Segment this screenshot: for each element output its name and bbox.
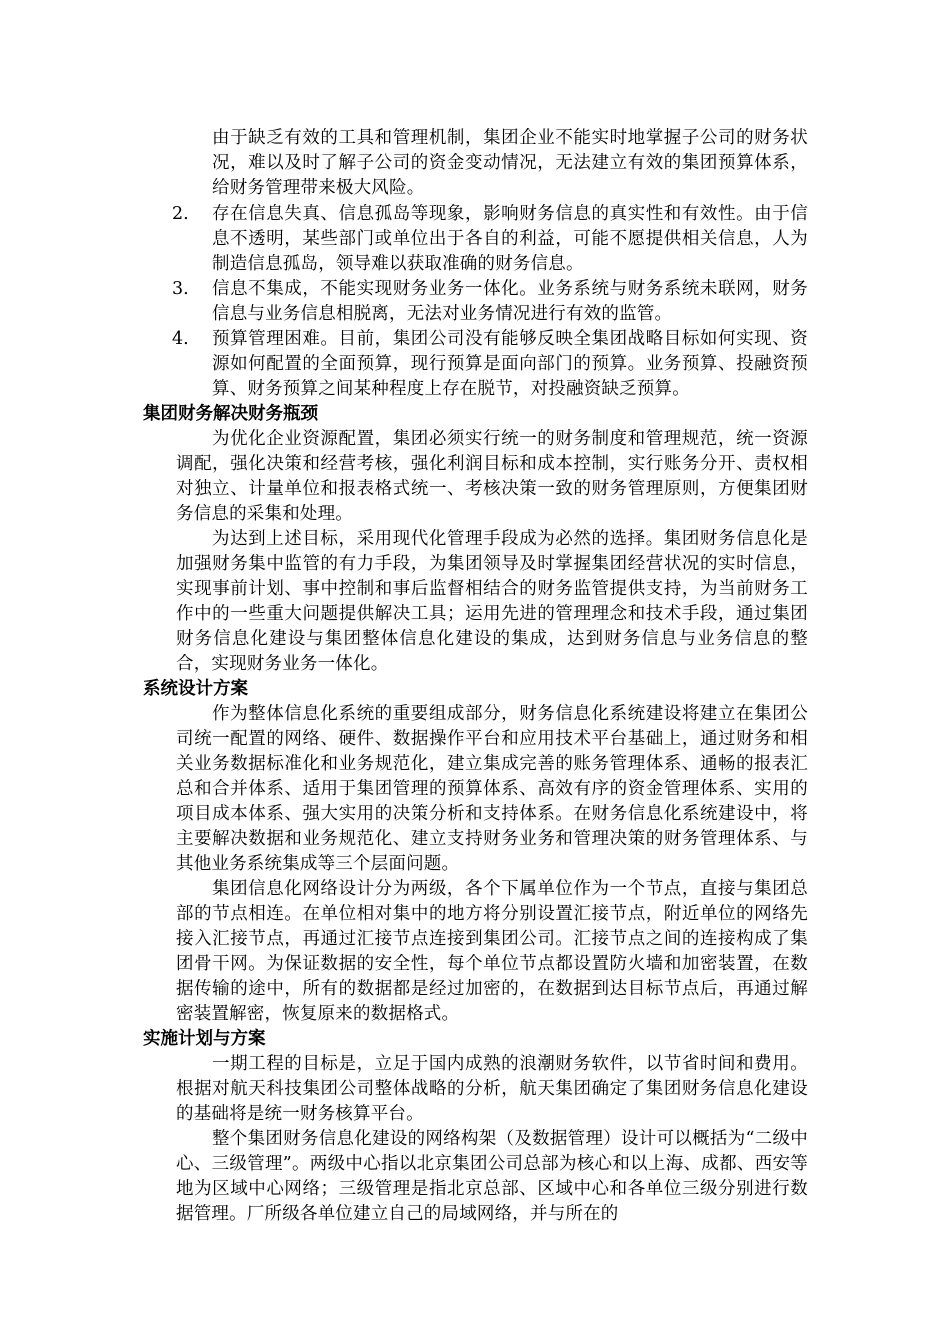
list-item-number: 4.	[172, 329, 189, 349]
list-item-number: 3.	[172, 279, 189, 299]
list-item-number: 2.	[172, 204, 189, 224]
section-heading: 集团财务解决财务瓶颈	[143, 404, 318, 424]
paragraph: 一期工程的目标是，立足于国内成熟的浪潮财务软件，以节省时间和费用。根据对航天科技集团公司整体战略的分析，航天集团确定了集团财务信息化建设的基础将是统一财务核算平台。	[176, 1054, 808, 1124]
paragraph: 作为整体信息化系统的重要组成部分，财务信息化系统建设将建立在集团公司统一配置的网络、硬件、数据操作平台和应用技术平台基础上，通过财务和相关业务数据标准化和业务规范化，建立集成完善的账务管理体系、通畅的报表汇总和合并体系、适用于集团管理的预算体系、高效有序的资金管理体系、实用的项目成本体系、强大实用的决策分析和支持体系。在财务信息化系统建设中，将主要解决数据和业务规范化、建立支持财务业务和管理决策的财务管理体系、与其他业务系统集成等三个层面问题。	[176, 704, 808, 874]
list-item-1-continuation: 由于缺乏有效的工具和管理机制，集团企业不能实时地掌握子公司的财务状况，难以及时了解子公司的资金变动情况，无法建立有效的集团预算体系，给财务管理带来极大风险。	[212, 128, 808, 198]
paragraph: 为优化企业资源配置，集团必须实行统一的财务制度和管理规范，统一资源调配，强化决策和经营考核，强化利润目标和成本控制，实行账务分开、责权相对独立、计量单位和报表格式统一、考核决策一致的财务管理原则，方便集团财务信息的采集和处理。	[176, 429, 808, 524]
list-item-text: 信息不集成，不能实现财务业务一体化。业务系统与财务系统未联网，财务信息与业务信息相脱离，无法对业务情况进行有效的监管。	[212, 279, 808, 324]
paragraph: 为达到上述目标，采用现代化管理手段成为必然的选择。集团财务信息化是加强财务集中监管的有力手段，为集团领导及时掌握集团经营状况的实时信息，实现事前计划、事中控制和事后监督相结合的财务监管提供支持，为当前财务工作中的一些重大问题提供解决工具；运用先进的管理理念和技术手段，通过集团财务信息化建设与集团整体信息化建设的集成，达到财务信息与业务信息的整合，实现财务业务一体化。	[176, 529, 808, 674]
list-item-text: 预算管理困难。目前，集团公司没有能够反映全集团战略目标如何实现、资源如何配置的全面预算，现行预算是面向部门的预算。业务预算、投融资预算、财务预算之间某种程度上存在脱节，对投融资缺乏预算。	[212, 329, 808, 399]
section-heading: 系统设计方案	[143, 679, 248, 699]
paragraph: 集团信息化网络设计分为两级，各个下属单位作为一个节点，直接与集团总部的节点相连。在单位相对集中的地方将分别设置汇接节点，附近单位的网络先接入汇接节点，再通过汇接节点连接到集团公司。汇接节点之间的连接构成了集团骨干网。为保证数据的安全性，每个单位节点都设置防火墙和加密装置，在数据传输的途中，所有的数据都是经过加密的，在数据到达目标节点后，再通过解密装置解密，恢复原来的数据格式。	[176, 879, 808, 1024]
list-item-text: 存在信息失真、信息孤岛等现象，影响财务信息的真实性和有效性。由于信息不透明，某些部门或单位出于各自的利益，可能不愿提供相关信息，人为制造信息孤岛，领导难以获取准确的财务信息。	[212, 204, 808, 274]
paragraph: 整个集团财务信息化建设的网络构架（及数据管理）设计可以概括为“二级中心、三级管理”。两级中心指以北京集团公司总部为核心和以上海、成都、西安等地为区域中心网络；三级管理是指北京总部、区域中心和各单位三级分别进行数据管理。厂所级各单位建立自己的局域网络，并与所在的	[176, 1129, 808, 1224]
section-heading: 实施计划与方案	[143, 1029, 266, 1049]
